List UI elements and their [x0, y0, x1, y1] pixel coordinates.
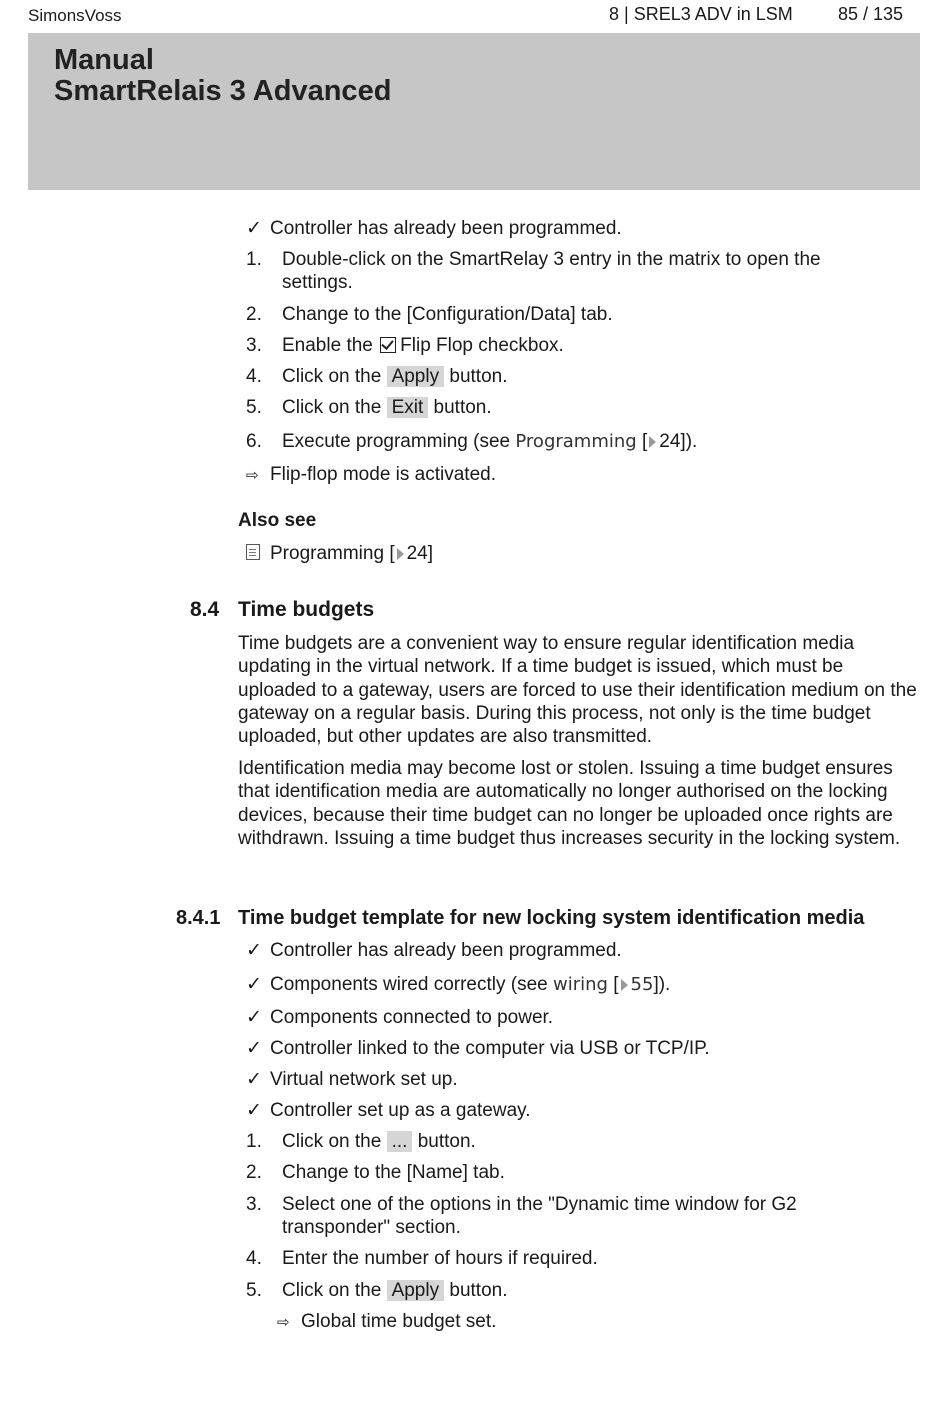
- result-arrow-icon: ⇨: [246, 467, 259, 484]
- section-title: Time budgets: [238, 598, 375, 621]
- result-item: ⇨ Global time budget set.: [277, 1311, 497, 1332]
- precondition-item: ✓ Controller set up as a gateway.: [246, 1100, 531, 1121]
- precondition-item: ✓ Virtual network set up.: [246, 1069, 458, 1090]
- step-item: 1. Click on the ... button.: [246, 1131, 476, 1152]
- step-item: 2. Change to the [Configuration/Data] tab.: [246, 304, 613, 325]
- step-item: 3. Select one of the options in the "Dynamic time window for G2: [246, 1194, 797, 1215]
- precondition-item: ✓ Components connected to power.: [246, 1007, 554, 1028]
- checkmark-icon: ✓: [246, 1100, 262, 1121]
- page-number: 85 / 135: [838, 4, 904, 24]
- subsection-number: 8.4.1: [176, 907, 221, 929]
- step-item-continuation: settings.: [282, 272, 353, 293]
- programming-link[interactable]: Programming: [515, 431, 637, 452]
- checkmark-icon: ✓: [246, 974, 262, 995]
- step-item: 4. Enter the number of hours if required.: [246, 1248, 598, 1269]
- apply-button-label: Apply: [387, 366, 445, 387]
- also-see-heading: Also see: [238, 510, 317, 531]
- precondition-item: ✓ Controller has already been programmed.: [246, 218, 622, 239]
- brand-name: SimonsVoss: [28, 6, 122, 25]
- page-reference-triangle-icon: [649, 436, 656, 448]
- checkmark-icon: ✓: [246, 1007, 262, 1028]
- page-reference-triangle-icon: [621, 979, 628, 991]
- also-see-link[interactable]: Programming [ 24]: [246, 542, 433, 565]
- step-item: 4. Click on the Apply button.: [246, 366, 508, 387]
- precondition-item: ✓ Controller has already been programmed.: [246, 940, 622, 961]
- step-item: 5. Click on the Exit button.: [246, 397, 492, 418]
- chapter-label: 8 | SREL3 ADV in LSM: [609, 4, 793, 24]
- title-line-1: Manual: [54, 44, 154, 76]
- step-item: 2. Change to the [Name] tab.: [246, 1162, 505, 1183]
- step-item: 5. Click on the Apply button.: [246, 1280, 508, 1301]
- document-link-icon: [246, 544, 260, 560]
- step-item-continuation: transponder" section.: [282, 1217, 461, 1238]
- section-number: 8.4: [190, 598, 220, 621]
- checkmark-icon: ✓: [246, 1038, 262, 1059]
- checked-checkbox-icon: [380, 337, 396, 353]
- document-title: [54, 45, 391, 107]
- body-paragraph: Time budgets are a convenient way to ensure regular identification media updating in the virtual network. If a time budget is issued, which must be uploaded to a gateway, users are forced to use their identification medium on the gateway on a regular basis. During this process, not only is the time budget uploaded, but other updates are also transmitted.: [238, 633, 917, 748]
- page-reference-triangle-icon: [397, 548, 404, 560]
- step-item: 1. Double-click on the SmartRelay 3 entry in the matrix to open the: [246, 249, 821, 270]
- precondition-item: ✓ Controller linked to the computer via USB or TCP/IP.: [246, 1038, 710, 1059]
- body-paragraph: Identification media may become lost or stolen. Issuing a time budget ensures that identification media are automatically no longer authorised on the locking devices, because their time budget can no longer be uploaded once rights are withdrawn. Issuing a time budget thus increases security in the locking system.: [238, 758, 901, 849]
- title-line-2: SmartRelais 3 Advanced: [54, 75, 392, 107]
- title-banner: [28, 33, 920, 190]
- precondition-item: ✓ Components wired correctly (see wiring [ 55]).: [246, 974, 671, 995]
- checkmark-icon: ✓: [246, 940, 262, 961]
- page-header: [0, 0, 950, 32]
- apply-button-label: Apply: [387, 1280, 445, 1301]
- exit-button-label: Exit: [387, 397, 429, 418]
- wiring-link[interactable]: wiring: [553, 974, 608, 995]
- ellipsis-button-label: ...: [387, 1131, 413, 1152]
- step-item: 6. Execute programming (see Programming [ 24]).: [246, 431, 698, 452]
- checkmark-icon: ✓: [246, 218, 262, 239]
- result-arrow-icon: ⇨: [277, 1314, 290, 1331]
- subsection-title: Time budget template for new locking system identification media: [238, 907, 865, 929]
- step-item: 3. Enable the Flip Flop checkbox.: [246, 335, 564, 356]
- result-item: ⇨ Flip-flop mode is activated.: [246, 464, 496, 485]
- checkmark-icon: ✓: [246, 1069, 262, 1090]
